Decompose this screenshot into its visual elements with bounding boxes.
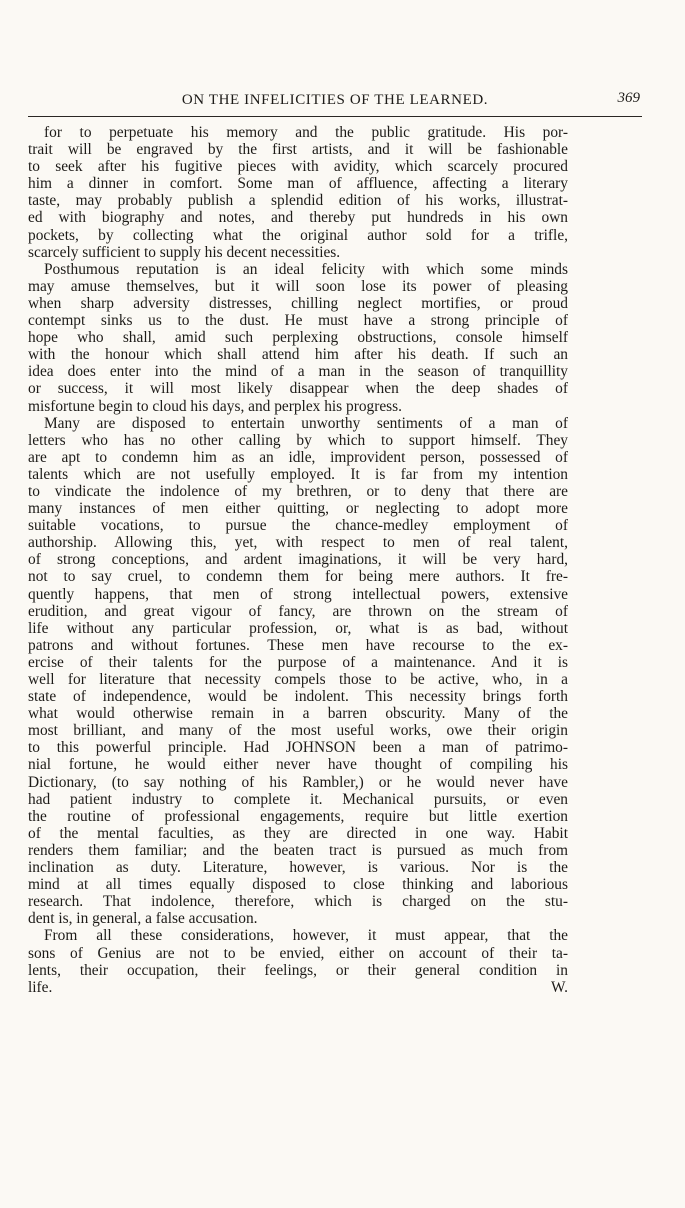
paragraph	[28, 124, 568, 261]
text-line: or success, it will most likely disappear when the deep shades of	[28, 380, 568, 398]
text-line: Posthumous reputation is an ideal felicity with which some minds	[44, 260, 568, 278]
text-line: authorship. Allowing this, yet, with respect to men of real talent,	[28, 534, 568, 552]
text-line: when sharp adversity distresses, chilling neglect mortifies, or proud	[28, 294, 568, 312]
text-line: the routine of professional engagements, require but little exertion	[28, 807, 568, 825]
page-header	[30, 90, 640, 116]
text-line: what would otherwise remain in a barren obscurity. Many of the	[28, 705, 568, 723]
text-line: research. That indolence, therefore, which is charged on the stu-	[28, 893, 568, 911]
text-line: renders them familiar; and the beaten tract is pursued as much from	[28, 841, 568, 859]
text-line: state of independence, would be indolent. This necessity brings forth	[28, 688, 568, 706]
text-line: erudition, and great vigour of fancy, are thrown on the stream of	[28, 602, 568, 620]
text-line: nial fortune, he would either never have thought of compiling his	[28, 756, 568, 774]
text-line: Dictionary, (to say nothing of his Rambler,) or he would never have	[28, 773, 568, 791]
running-title: ON THE INFELICITIES OF THE LEARNED.	[181, 92, 489, 108]
text-line: most brilliant, and many of the most useful works, owe their origin	[28, 722, 568, 740]
text-line: ercise of their talents for the purpose of a maintenance. And it is	[28, 653, 568, 671]
text-line: had patient industry to complete it. Mechanical pursuits, or even	[28, 790, 568, 808]
text-line: life. W.	[28, 978, 568, 996]
text-line: to vindicate the indolence of my brethren, or to deny that there are	[28, 482, 568, 500]
text-line: not to say cruel, to condemn them for being mere authors. It fre-	[28, 568, 568, 586]
text-line: of strong conceptions, and ardent imaginations, it will be very hard,	[28, 551, 568, 569]
text-line: inclination as duty. Literature, however, is various. Nor is the	[28, 859, 568, 877]
text-line: contempt sinks us to the dust. He must have a strong principle of	[28, 312, 568, 330]
text-line: many instances of men either quitting, or neglecting to adopt more	[28, 500, 568, 518]
text-line: Many are disposed to entertain unworthy sentiments of a man of	[44, 414, 568, 432]
text-line: well for literature that necessity compels those to be active, who, in a	[28, 671, 568, 688]
body-text	[28, 124, 568, 996]
text-line: misfortune begin to cloud his days, and perplex his progress.	[28, 397, 403, 415]
text-line: quently happens, that men of strong intellectual powers, extensive	[28, 585, 568, 603]
text-line: hope who shall, amid such perplexing obstructions, console himself	[28, 329, 568, 347]
text-line: pockets, by collecting what the original author sold for a trifle,	[28, 226, 568, 244]
text-line: lents, their occupation, their feelings, or their general condition in	[28, 961, 568, 979]
paragraph	[28, 415, 568, 928]
text-line: scarcely sufficient to supply his decent necessities.	[28, 243, 341, 261]
text-line: may amuse themselves, but it will soon lose its power of pleasing	[28, 277, 568, 295]
text-line: with the honour which shall attend him after his death. If such an	[28, 346, 568, 364]
text-line: to this powerful principle. Had JOHNSON been a man of patrimo-	[28, 739, 568, 757]
text-line: him a dinner in comfort. Some man of affluence, affecting a literary	[28, 175, 568, 193]
text-line: suitable vocations, to pursue the chance-medley employment of	[28, 517, 568, 535]
text-line: dent is, in general, a false accusation.	[28, 910, 258, 928]
page-number: 369	[617, 90, 640, 106]
text-line: ed with biography and notes, and thereby put hundreds in his own	[28, 209, 568, 227]
text-line: mind at all times equally disposed to close thinking and laborious	[28, 876, 568, 894]
text-line: for to perpetuate his memory and the public gratitude. His por-	[44, 124, 568, 141]
text-line: taste, may probably publish a splendid edition of his works, illustrat-	[28, 192, 568, 210]
text-line: trait will be engraved by the first artists, and it will be fashionable	[28, 141, 568, 159]
paragraph	[28, 927, 568, 995]
catchword: W.	[551, 978, 568, 996]
text-line: talents which are not usefully employed. It is far from my intention	[28, 465, 568, 483]
text-line: of the mental faculties, as they are directed in one way. Habit	[28, 824, 568, 842]
text-line: are apt to condemn him as an idle, improvident person, possessed of	[28, 448, 568, 466]
text-line: life without any particular profession, or, what is as bad, without	[28, 619, 568, 637]
text-line: to seek after his fugitive pieces with avidity, which scarcely procured	[28, 158, 568, 176]
text-line: patrons and without fortunes. These men have recourse to the ex-	[28, 636, 568, 654]
text-line: From all these considerations, however, it must appear, that the	[44, 927, 568, 945]
paragraph	[28, 261, 568, 415]
text-line: letters who has no other calling by which to support himself. They	[28, 431, 568, 449]
text-line: idea does enter into the mind of a man in the season of tranquillity	[28, 363, 568, 381]
header-rule	[28, 116, 642, 117]
text-line: sons of Genius are not to be envied, either on account of their ta-	[28, 944, 568, 962]
